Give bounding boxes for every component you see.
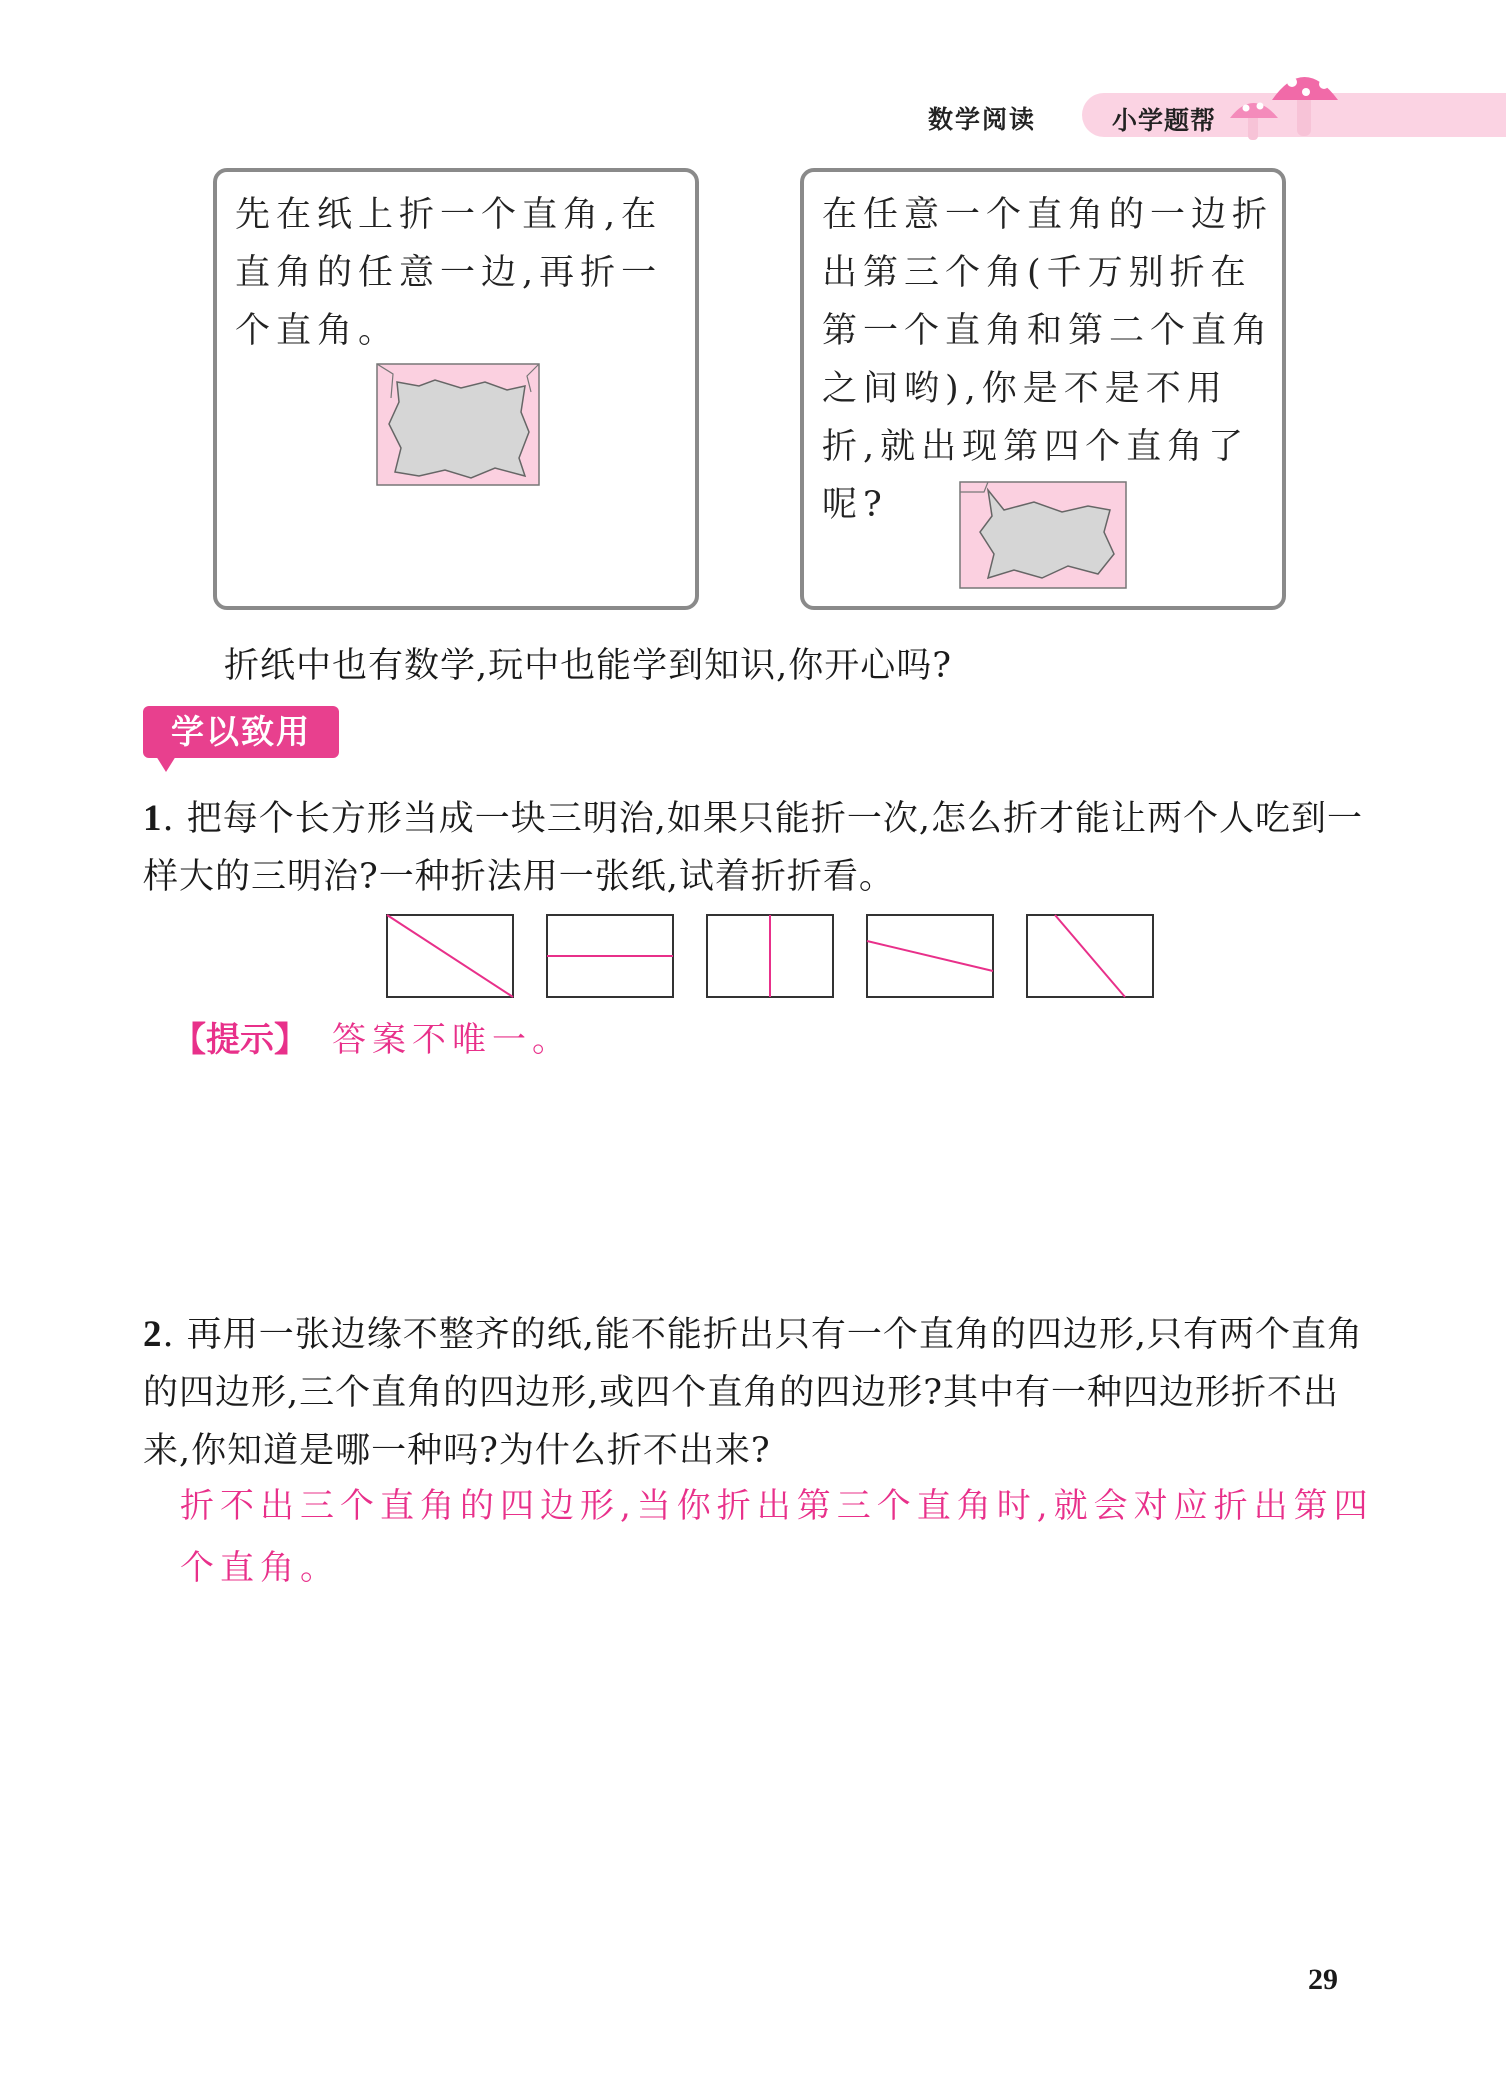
header-brand: 小学题帮 <box>1112 106 1217 135</box>
folded-paper-figure-1 <box>375 362 541 487</box>
rectangle-slanted-fold <box>867 915 993 997</box>
summary-paragraph: 折纸中也有数学,玩中也能学到知识,你开心吗? <box>224 646 953 686</box>
question-2-number: 2 <box>143 1314 163 1355</box>
sandwich-rectangles <box>385 913 1155 999</box>
instruction-box-2-text: 在任意一个直角的一边折出第三个角(千万别折在第一个直角和第二个直角之间哟),你是不是不用折,就出现第四个直角了呢? <box>822 195 1274 525</box>
page-number: 29 <box>1308 1963 1338 1996</box>
header-section-title: 数学阅读 <box>928 105 1037 134</box>
hint <box>172 1012 572 1061</box>
question-2-text: . 再用一张边缘不整齐的纸,能不能折出只有一个直角的四边形,只有两个直角的四边形,三个直角的四边形,或四个直角的四边形?其中有一种四边形折不出来,你知道是哪一种吗?为什么折不出来? <box>143 1315 1364 1471</box>
question-1 <box>143 790 1373 906</box>
question-1-number: 1 <box>143 798 163 839</box>
mushroom-icon <box>1220 52 1350 152</box>
hint-label: 【提示】 <box>172 1020 308 1060</box>
question-2-answer: 折不出三个直角的四边形,当你折出第三个直角时,就会对应折出第四个直角。 <box>180 1486 1374 1588</box>
instruction-box-1-text: 先在纸上折一个直角,在直角的任意一边,再折一个直角。 <box>235 195 663 351</box>
hint-answer: 答案不唯一。 <box>332 1020 572 1060</box>
question-2 <box>143 1306 1383 1480</box>
question-1-text: . 把每个长方形当成一块三明治,如果只能折一次,怎么折才能让两个人吃到一样大的三明治?一种折法用一张纸,试着折折看。 <box>143 799 1364 897</box>
section-tag-pointer <box>156 756 176 772</box>
rectangle-steep-fold <box>1027 915 1153 997</box>
rectangle-diagonal-fold <box>387 915 513 997</box>
folded-paper-figure-2 <box>958 480 1128 590</box>
rectangle-horizontal-fold <box>547 915 673 997</box>
rectangle-vertical-fold <box>707 915 833 997</box>
section-tag: 学以致用 <box>143 706 339 758</box>
